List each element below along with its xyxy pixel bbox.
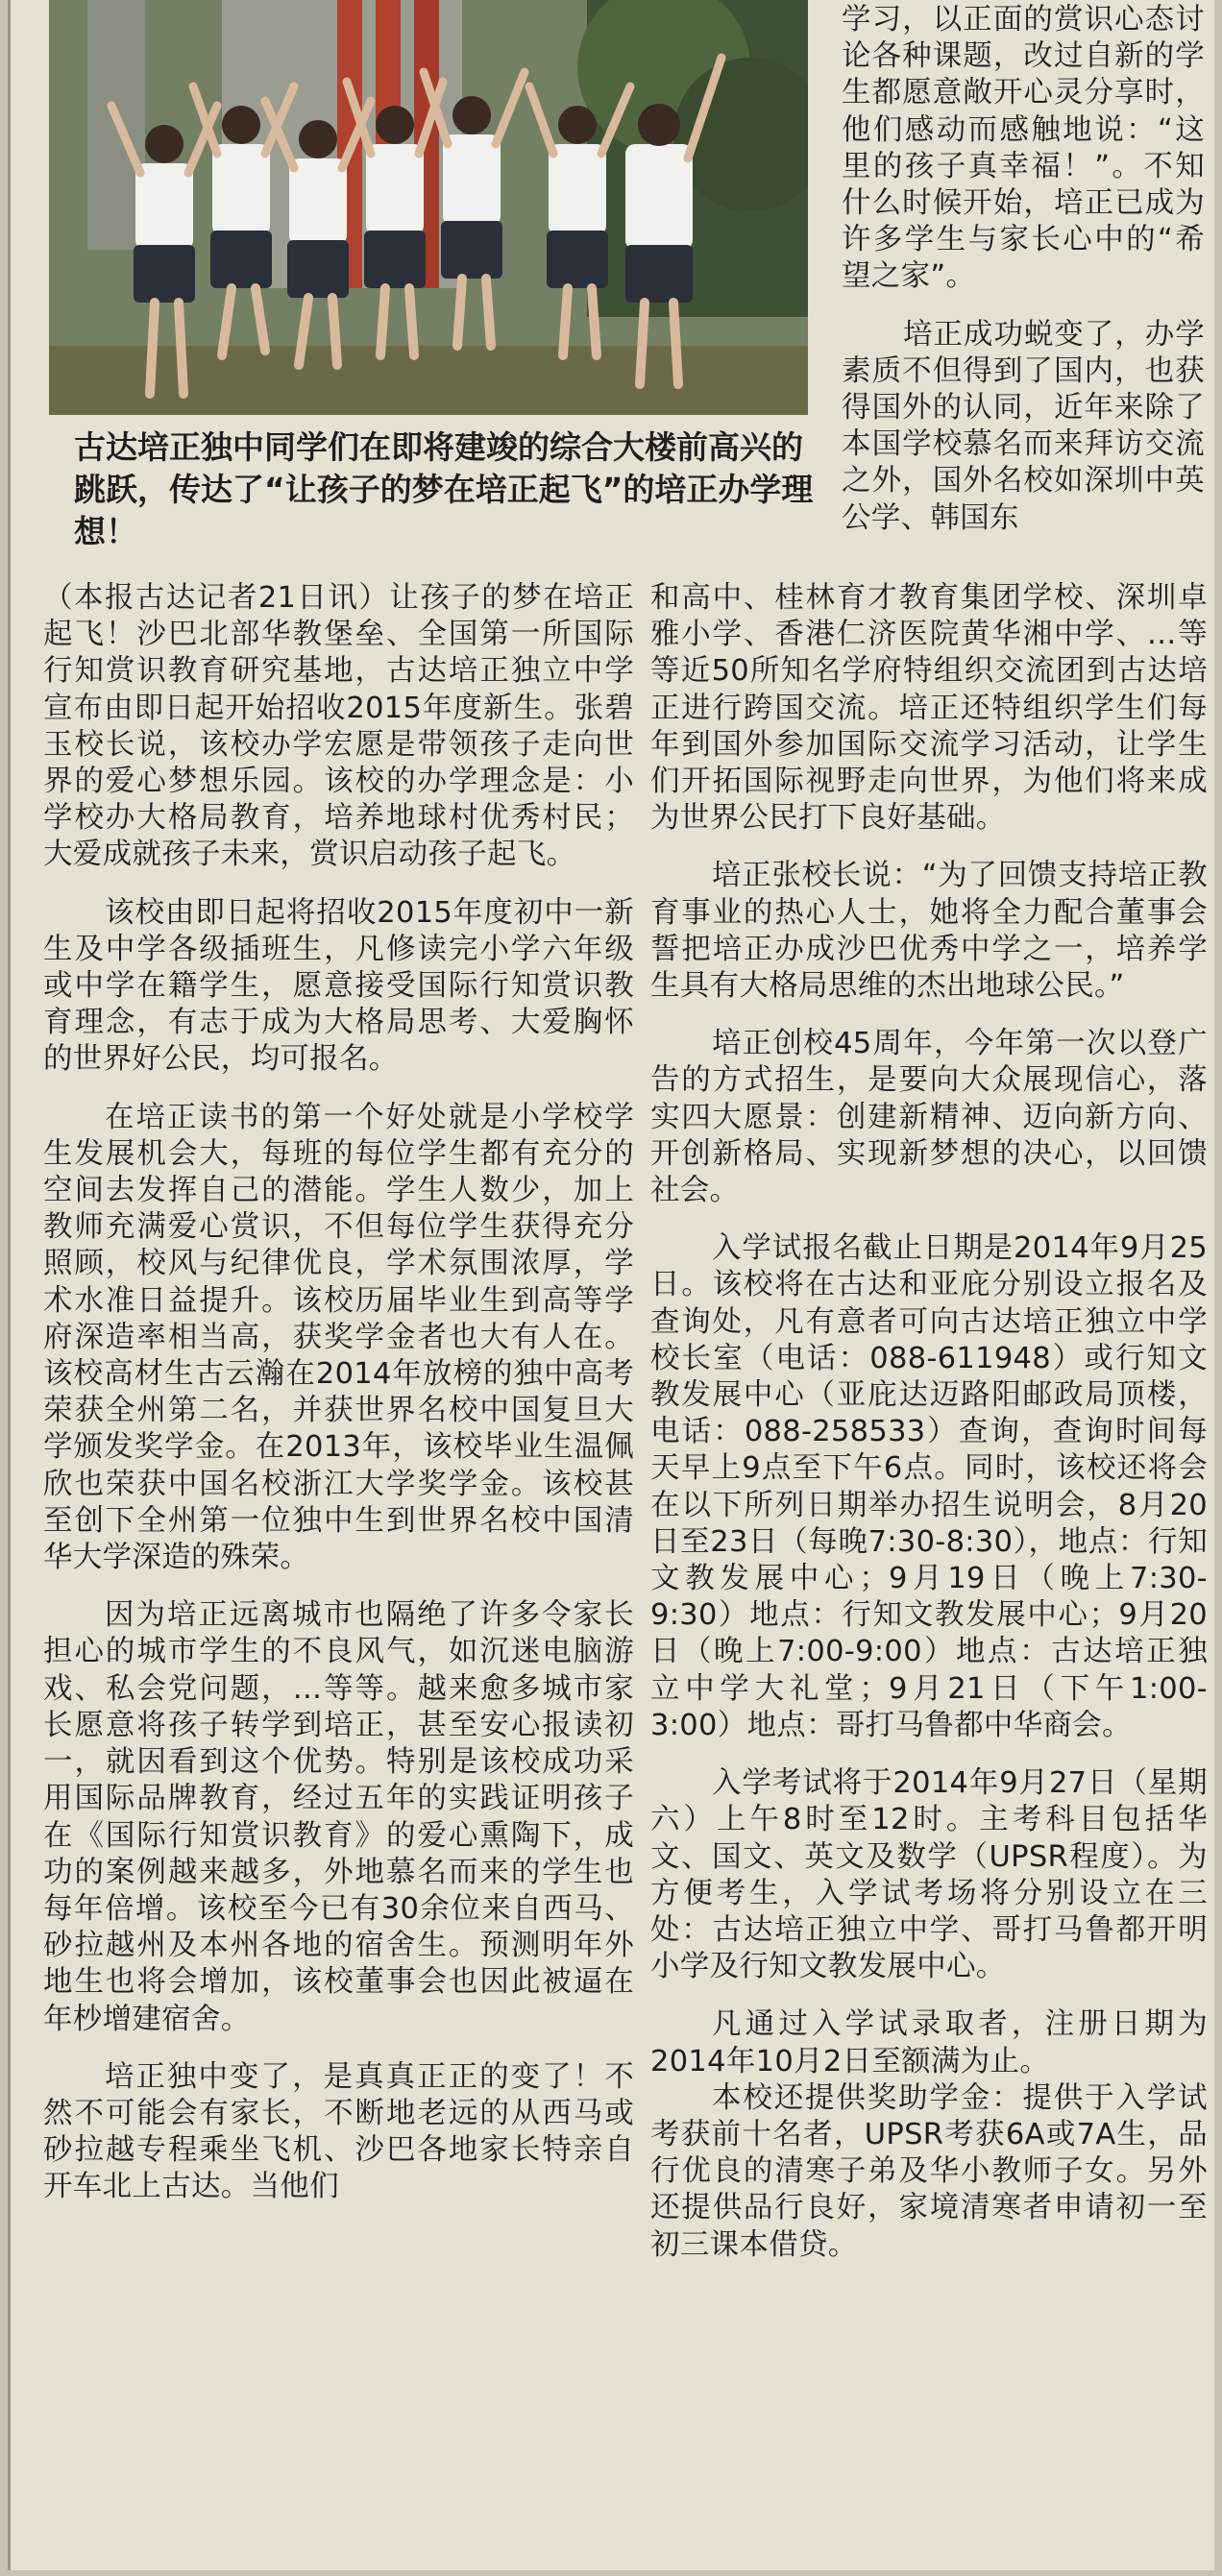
photo-caption: 古达培正独中同学们在即将建竣的综合大楼前高兴的跳跃，传达了“让孩子的梦在培正起飞”的培正办学理想！	[74, 428, 814, 550]
paragraph: 和高中、桂林育才教育集团学校、深圳卓雅小学、香港仁济医院黄华湘中学、…等等近50所知名学府特组织交流团到古达培正进行跨国交流。培正还特组织学生们每年到国外参加国际交流学习活动，让学生们开拓国际视野走向世界，为他们将来成为世界公民打下良好基础。	[650, 581, 1208, 836]
paragraph: 培正成功蜕变了，办学素质不但得到了国内，也获得国外的认同，近年来除了本国学校慕名而来拜访交流之外，国外名校如深圳中英公学、韩国东	[842, 317, 1205, 535]
paragraph-gap	[650, 1005, 1208, 1026]
paragraph-gap	[43, 1079, 634, 1100]
paragraph: 本校还提供奖助学金：提供于入学试考获前十名者，UPSR考获6A或7A生，品行优良的清寒子弟及华小教师子女。另外还提供品行良好，家境清寒者申请初一至初三课本借贷。	[650, 2080, 1208, 2262]
newspaper-clipping	[8, 0, 1214, 2570]
students-jumping-photo	[49, 0, 808, 415]
photo-illustration	[49, 0, 808, 415]
paragraph: 学习，以正面的赏识心态讨论各种课题，改过自新的学生都愿意敞开心灵分享时，他们感动而感触地说：“这里的孩子真幸福！”。不知什么时候开始，培正已成为许多学生与家长心中的“希望之家”。	[842, 3, 1205, 294]
paragraph: 培正张校长说：“为了回馈支持培正教育事业的热心人士，她将全力配合董事会誓把培正办成沙巴优秀中学之一，培养学生具有大格局思维的杰出地球公民。”	[650, 859, 1208, 1004]
paragraph: 入学试报名截止日期是2014年9月25日。该校将在古达和亚庇分别设立报名及查询处，凡有意者可向古达培正独立中学校长室（电话：088-611948）或行知文教发展中心（亚庇达迈路阳邮政局顶楼，电话：088-258533）查询，查询时间每天早上9点至下午6点。同时，该校还将会在以下所列日期举办招生说明会，8月20日至23日（每晚7:30-8:30），地点：行知文教发展中心；9月19日（晚上7:30-9:30）地点：行知文教发展中心；9月20日（晚上7:00-9:00）地点：古达培正独立中学大礼堂；9月21日（下午1:00-3:00）地点：哥打马鲁都中华商会。	[650, 1231, 1208, 1742]
paragraph: 培正创校45周年，今年第一次以登广告的方式招生，是要向大众展现信心，落实四大愿景：创建新精神、迈向新方向、开创新格局、实现新梦想的决心，以回馈社会。	[650, 1027, 1208, 1208]
paragraph-gap	[650, 1209, 1208, 1230]
paragraph-gap	[43, 874, 634, 895]
paragraph: 培正独中变了，是真真正正的变了！不然不可能会有家长，不断地老远的从西马或砂拉越专程乘坐飞机、沙巴各地家长特亲自开车北上古达。当他们	[43, 2059, 634, 2204]
lead-paragraph: （本报古达记者21日讯）让孩子的梦在培正起飞！沙巴北部华教堡垒、全国第一所国际行知赏识教育研究基地，古达培正独立中学宣布由即日起开始招收2015年度新生。张碧玉校长说，该校办学宏愿是带领孩子走向世界的爱心梦想乐园。该校的办学理念是：小学校办大格局教育，培养地球村优秀村民；大爱成就孩子未来，赏识启动孩子起飞。	[43, 581, 634, 872]
paragraph: 在培正读书的第一个好处就是小学校学生发展机会大，每班的每位学生都有充分的空间去发挥自己的潜能。学生人数少，加上教师充满爱心赏识，不但每位学生获得充分照顾，校风与纪律优良，学术氛围浓厚，学术水准日益提升。该校历届毕业生到高等学府深造率相当高，获奖学金者也大有人在。该校高材生古云瀚在2014年放榜的独中高考荣获全州第二名，并获世界名校中国复旦大学颁发奖学金。在2013年，该校毕业生温佩欣也荣获中国名校浙江大学奖学金。该校甚至创下全州第一位独中生到世界名校中国清华大学深造的殊荣。	[43, 1100, 634, 1575]
paragraph-gap	[43, 1576, 634, 1597]
paragraph-gap	[842, 296, 1205, 317]
paragraph: 入学考试将于2014年9月27日（星期六）上午8时至12时。主考科目包括华文、国文、英文及数学（UPSR程度）。为方便考生，入学试考场将分别设立在三处：古达培正独立中学、哥打马鲁都开明小学及行知文教发展中心。	[650, 1766, 1208, 1984]
right-top-column	[842, 2, 1205, 537]
left-column	[43, 580, 634, 2206]
paragraph: 凡通过入学试录取者，注册日期为2014年10月2日至额满为止。	[650, 2007, 1208, 2078]
paragraph-gap	[43, 2038, 634, 2059]
paragraph: 该校由即日起将招收2015年度初中一新生及中学各级插班生，凡修读完小学六年级或中学在籍学生，愿意接受国际行知赏识教育理念，有志于成为大格局思考、大爱胸怀的世界好公民，均可报名。	[43, 895, 634, 1077]
right-column	[650, 580, 1208, 2264]
paragraph-gap	[650, 1744, 1208, 1765]
paragraph-gap	[650, 1985, 1208, 2006]
paragraph: 因为培正远离城市也隔绝了许多令家长担心的城市学生的不良风气，如沉迷电脑游戏、私会党问题，…等等。越来愈多城市家长愿意将孩子转学到培正，甚至安心报读初一，就因看到这个优势。特别是该校成功采用国际品牌教育，经过五年的实践证明孩子在《国际行知赏识教育》的爱心熏陶下，成功的案例越来越多，外地慕名而来的学生也每年倍增。该校至今已有30余位来自西马、砂拉越州及本州各地的宿舍生。预测明年外地生也将会增加，该校董事会也因此被逼在年杪增建宿舍。	[43, 1598, 634, 2036]
paragraph-gap	[650, 837, 1208, 858]
